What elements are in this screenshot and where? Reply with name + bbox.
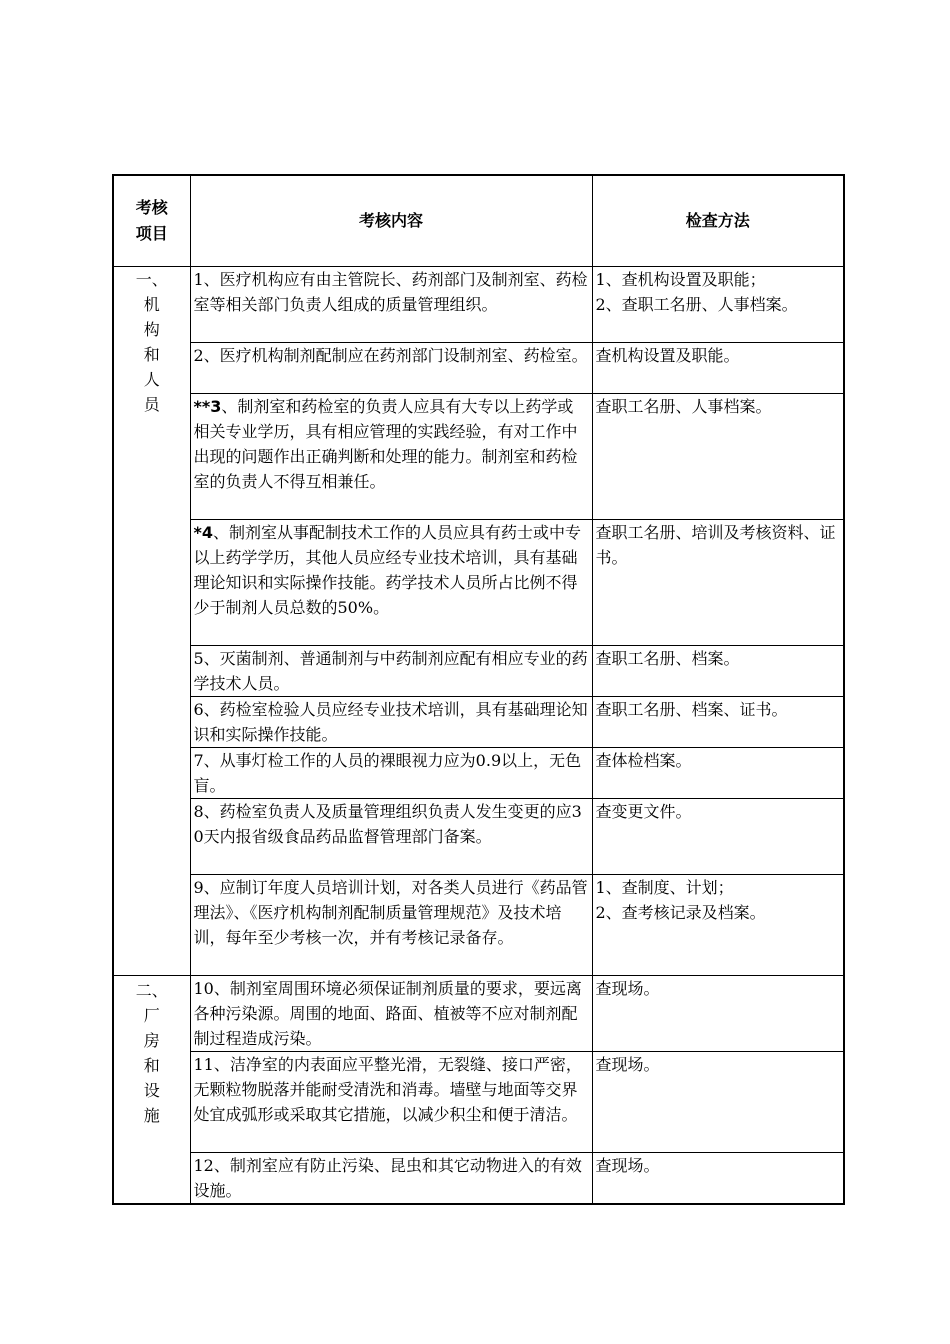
method-cell	[592, 976, 844, 1052]
method-cell	[592, 646, 844, 697]
table-body	[113, 267, 844, 1205]
method-line: 查变更文件。	[595, 802, 692, 821]
content-cell	[190, 1153, 592, 1205]
category-line: 人	[143, 370, 160, 389]
content-text: 1、医疗机构应有由主管院长、药剂部门及制剂室、药检室等相关部门负责人组成的质量管理组织。	[193, 270, 588, 314]
content-text: 7、从事灯检工作的人员的裸眼视力应为0.9以上，无色盲。	[193, 751, 582, 795]
table-row	[113, 520, 844, 646]
table-row	[113, 267, 844, 343]
table-row	[113, 697, 844, 748]
content-text: 5、灭菌制剂、普通制剂与中药制剂应配有相应专业的药学技术人员。	[193, 649, 588, 693]
header-item	[113, 175, 190, 267]
method-cell	[592, 267, 844, 343]
inspection-table	[112, 174, 845, 1205]
method-line: 1、查机构设置及职能；	[595, 270, 766, 289]
content-text: 6、药检室检验人员应经专业技术培训，具有基础理论知识和实际操作技能。	[193, 700, 588, 744]
content-text: 10、制剂室周围环境必须保证制剂质量的要求，要远离各种污染源。周围的地面、路面、植被等不应对制剂配制过程造成污染。	[193, 979, 582, 1048]
content-cell	[190, 976, 592, 1052]
content-text: 9、应制订年度人员培训计划，对各类人员进行《药品管理法》、《医疗机构制剂配制质量管理规范》及技术培训，每年至少考核一次，并有考核记录备存。	[193, 878, 588, 947]
priority-marker: *4	[193, 523, 213, 542]
method-cell	[592, 1153, 844, 1205]
category-line: 施	[143, 1106, 160, 1125]
method-line: 2、查考核记录及档案。	[595, 903, 766, 922]
method-line: 2、查职工名册、人事档案。	[595, 295, 798, 314]
content-cell	[190, 394, 592, 520]
content-text: 11、洁净室的内表面应平整光滑，无裂缝、接口严密，无颗粒物脱落并能耐受清洗和消毒。墙壁与地面等交界处宜成弧形或采取其它措施，以减少积尘和便于清洁。	[193, 1055, 582, 1124]
method-line: 查现场。	[595, 1156, 660, 1175]
category-line: 构	[143, 320, 160, 339]
table-row	[113, 1153, 844, 1205]
content-cell	[190, 267, 592, 343]
table-row	[113, 748, 844, 799]
method-cell	[592, 799, 844, 875]
content-text: 、制剂室从事配制技术工作的人员应具有药士或中专以上药学学历，其他人员应经专业技术培训，具有基础理论知识和实际操作技能。药学技术人员所占比例不得少于制剂人员总数的50%。	[193, 523, 582, 617]
content-cell	[190, 1052, 592, 1153]
method-line: 1、查制度、计划；	[595, 878, 734, 897]
method-cell	[592, 748, 844, 799]
method-cell	[592, 1052, 844, 1153]
table-row	[113, 343, 844, 394]
category-line: 和	[143, 345, 160, 364]
method-cell	[592, 343, 844, 394]
table-row	[113, 1052, 844, 1153]
category-cell	[113, 267, 190, 976]
category-line: 房	[143, 1031, 160, 1050]
table-row	[113, 976, 844, 1052]
table-row	[113, 646, 844, 697]
method-line: 查职工名册、档案、证书。	[595, 700, 788, 719]
header-item-line: 项目	[135, 224, 168, 243]
category-line: 一、	[135, 270, 168, 289]
content-cell	[190, 799, 592, 875]
content-text: 12、制剂室应有防止污染、昆虫和其它动物进入的有效设施。	[193, 1156, 582, 1200]
category-line: 二、	[135, 981, 168, 1000]
content-text: 2、医疗机构制剂配制应在药剂部门设制剂室、药检室。	[193, 346, 588, 365]
method-line: 查职工名册、培训及考核资料、证书。	[595, 523, 836, 567]
method-line: 查现场。	[595, 1055, 660, 1074]
header-item-line: 考核	[135, 198, 168, 217]
method-cell	[592, 520, 844, 646]
method-cell	[592, 697, 844, 748]
table-row	[113, 875, 844, 976]
table-header-row	[113, 175, 844, 267]
category-line: 机	[143, 295, 160, 314]
content-cell	[190, 748, 592, 799]
method-line: 查机构设置及职能。	[595, 346, 740, 365]
content-cell	[190, 697, 592, 748]
priority-marker: **3	[193, 397, 222, 416]
method-line: 查职工名册、档案。	[595, 649, 740, 668]
category-line: 员	[143, 395, 160, 414]
category-line: 和	[143, 1056, 160, 1075]
content-cell	[190, 520, 592, 646]
table-row	[113, 799, 844, 875]
table-row	[113, 394, 844, 520]
category-cell	[113, 976, 190, 1205]
header-content: 考核内容	[190, 175, 592, 267]
header-method: 检查方法	[592, 175, 844, 267]
content-text: 8、药检室负责人及质量管理组织负责人发生变更的应30天内报省级食品药品监督管理部门备案。	[193, 802, 582, 846]
content-cell	[190, 646, 592, 697]
method-cell	[592, 875, 844, 976]
method-cell	[592, 394, 844, 520]
content-text: 、制剂室和药检室的负责人应具有大专以上药学或相关专业学历，具有相应管理的实践经验，有对工作中出现的问题作出正确判断和处理的能力。制剂室和药检室的负责人不得互相兼任。	[193, 397, 578, 491]
category-line: 设	[143, 1081, 160, 1100]
category-line: 厂	[143, 1006, 160, 1025]
method-line: 查现场。	[595, 979, 660, 998]
method-line: 查体检档案。	[595, 751, 692, 770]
content-cell	[190, 343, 592, 394]
method-line: 查职工名册、人事档案。	[595, 397, 772, 416]
content-cell	[190, 875, 592, 976]
